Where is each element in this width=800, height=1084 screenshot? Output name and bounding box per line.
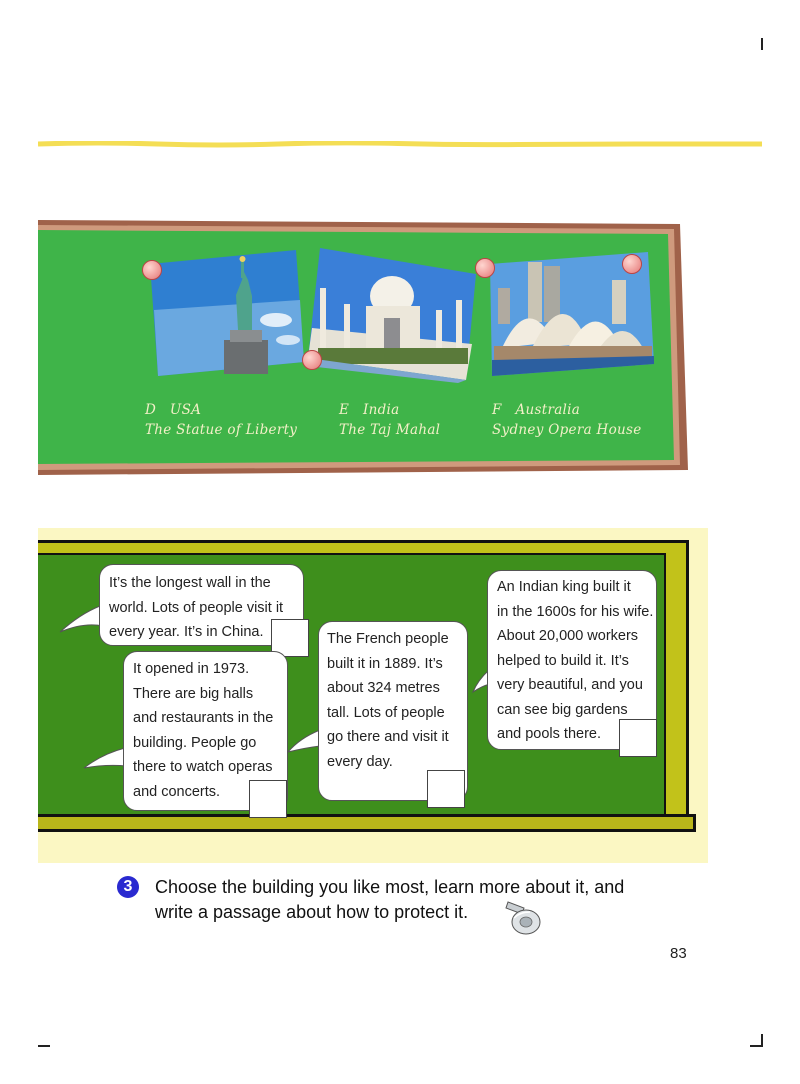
caption-letter: D	[145, 402, 157, 418]
caption-letter: F	[492, 402, 502, 418]
bubble-line: building. People go	[133, 734, 257, 751]
answer-box[interactable]	[427, 770, 465, 808]
caption-country: Australia	[515, 402, 581, 418]
bubble-line: very beautiful, and you	[497, 677, 643, 693]
bubble-line: About 20,000 workers	[497, 628, 639, 644]
bubble-line: and restaurants in the	[133, 710, 274, 726]
bubble-line: tall. Lots of people	[327, 704, 445, 721]
bubble-line: It opened in 1973.	[133, 661, 250, 677]
bubble-line: It’s the longest wall in the	[109, 575, 271, 591]
bubble-line: every day.	[327, 753, 393, 770]
caption-landmark-name: The Statue of Liberty	[145, 422, 298, 438]
bubble-line: go there and visit it	[327, 729, 449, 745]
caption-landmark-name: The Taj Mahal	[339, 422, 441, 438]
bubble-line: there to watch operas	[133, 759, 273, 775]
bubble-line: in the 1600s for his wife.	[497, 603, 654, 620]
bubble-line: built it in 1889. It’s	[327, 655, 443, 672]
bubble-line: helped to build it. It’s	[497, 652, 629, 669]
task-instruction-line-1: Choose the building you like most, learn more about it, and	[155, 877, 625, 897]
bubble-line: can see big gardens	[497, 701, 628, 718]
task-instruction-line-2: write a passage about how to protect it.	[155, 902, 469, 922]
caption-country: USA	[169, 402, 202, 418]
bubble-line: about 324 metres	[327, 680, 440, 696]
whistle-icon	[502, 898, 546, 938]
answer-box[interactable]	[249, 780, 287, 818]
caption-landmark-name: Sydney Opera House	[492, 422, 642, 438]
bubble-line: and concerts.	[133, 783, 221, 800]
bubble-line: The French people	[327, 631, 449, 647]
bubble-line: An Indian king built it	[497, 579, 631, 595]
caption-country: India	[362, 402, 400, 418]
bubble-line: There are big halls	[133, 685, 254, 702]
bubble-line: every year. It’s in China.	[109, 624, 264, 640]
page-number: 83	[670, 945, 687, 962]
task-number-badge: 3	[117, 876, 139, 898]
answer-box[interactable]	[619, 719, 657, 757]
caption-letter: E	[339, 402, 350, 418]
bubble-line: and pools there.	[497, 726, 601, 742]
bubble-line: world. Lots of people visit it	[109, 599, 284, 616]
